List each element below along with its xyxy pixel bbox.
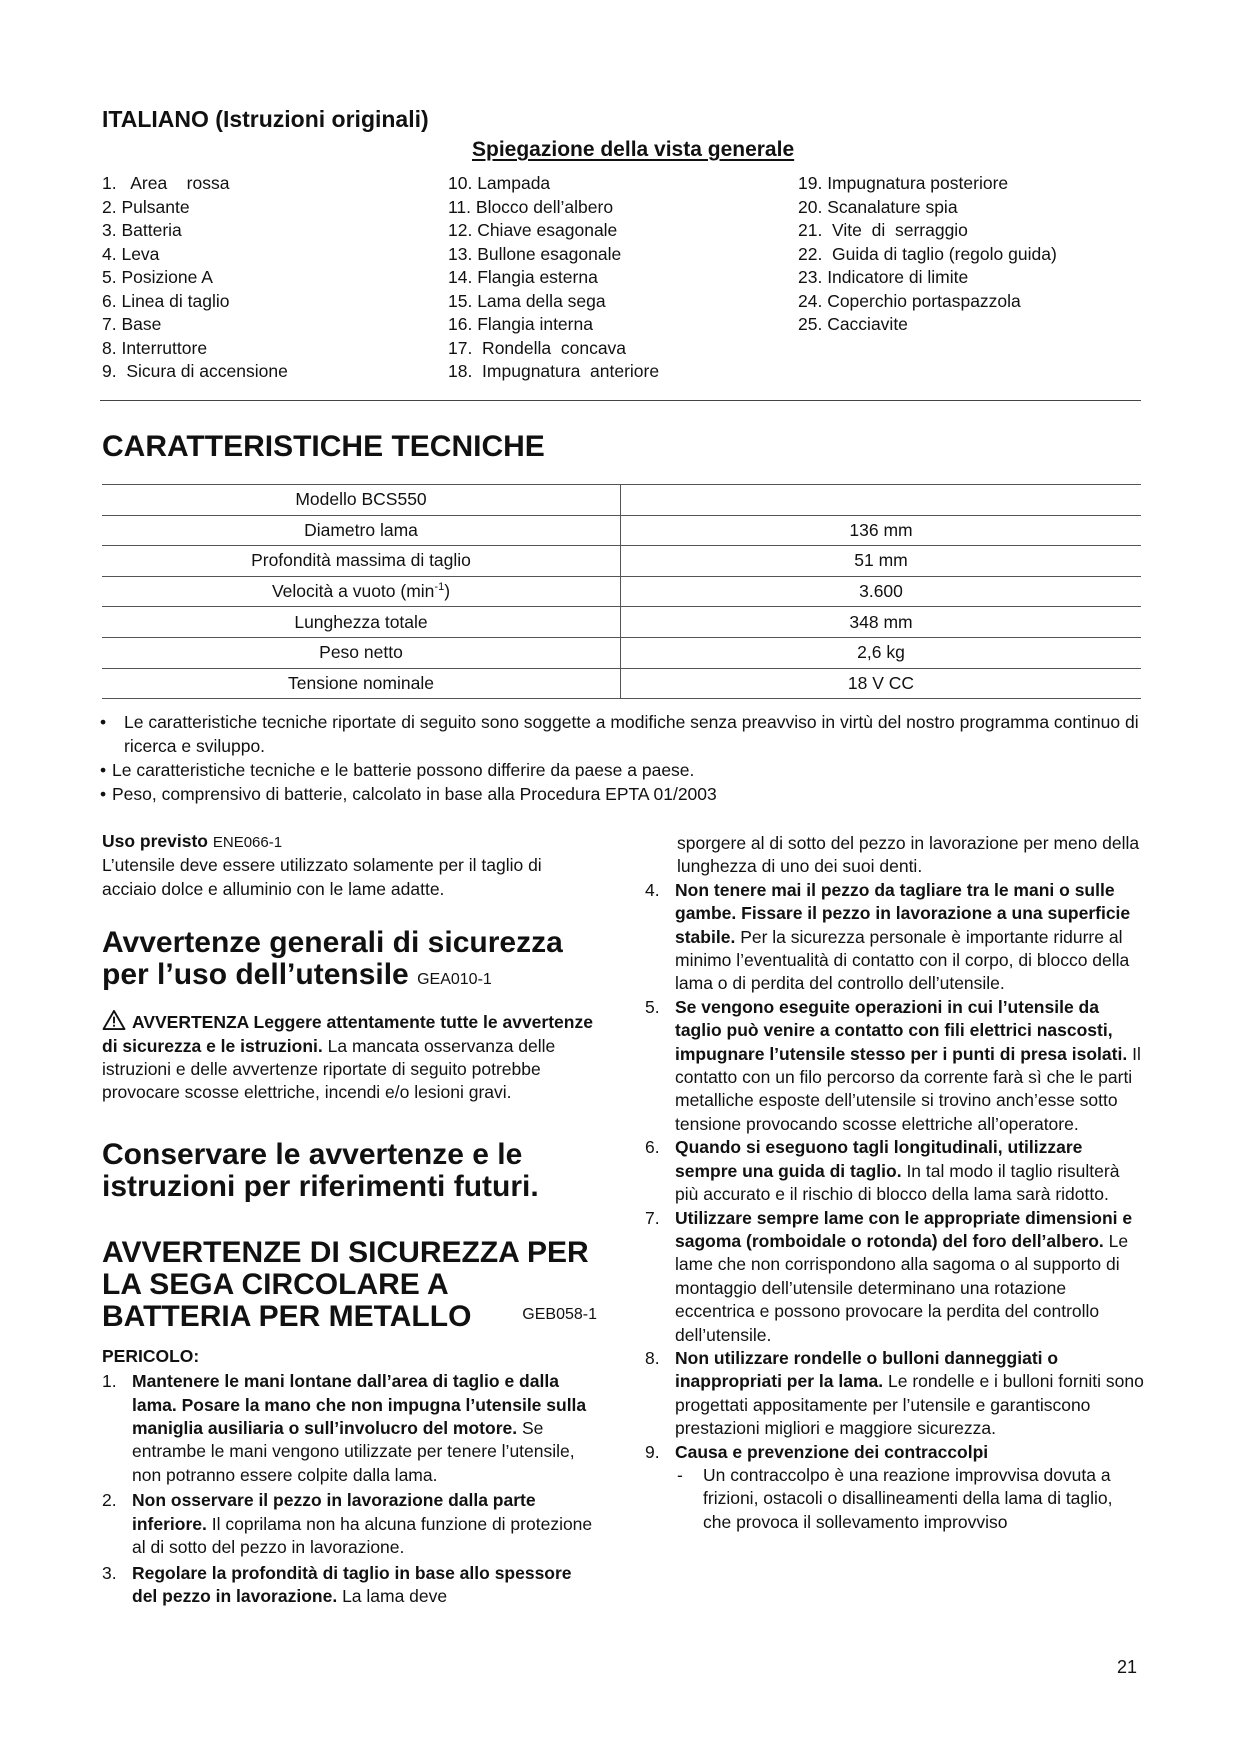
- legend-item: 9. Sicura di accensione: [102, 361, 288, 381]
- spec-value: 348 mm: [621, 607, 1142, 638]
- specs-table: [102, 484, 1141, 699]
- item-bold: Se vengono eseguite operazioni in cui l’utensile da taglio può venire a contatto con fili elettrici nascosti, impugnare l’utensile stesso per i punti di presa isolati.: [675, 996, 1128, 1064]
- saw-safety-title: AVVERTENZE DI SICUREZZA PER LA SEGA CIRCOLARE A BATTERIA PER METALLO: [102, 1235, 589, 1333]
- item-bold: Quando si eseguono tagli longitudinali, utilizzare sempre una guida di taglio.: [675, 1137, 1083, 1181]
- legend-item: 18. Impugnatura anteriore: [448, 361, 660, 381]
- spec-label: [102, 576, 621, 607]
- spec-label-text: Velocità a vuoto (min: [271, 581, 435, 602]
- legend-item: 8. Interruttore: [102, 337, 208, 358]
- saw-safety-heading: [102, 1237, 597, 1333]
- list-item: [645, 879, 1145, 996]
- table-row: [102, 607, 1141, 638]
- legend-item: 23. Indicatore di limite: [798, 267, 969, 287]
- legend-column-3: [798, 172, 1057, 337]
- item-text: Se entrambe le mani vengono utilizzate per tenere l’utensile, non potranno essere colpite dalla lama.: [132, 1418, 575, 1485]
- item-text: La lama deve: [342, 1585, 448, 1606]
- list-item: [102, 1370, 597, 1487]
- spec-label: Profondità massima di taglio: [102, 546, 621, 577]
- section-divider: [100, 400, 1141, 401]
- legend-item: 22. Guida di taglio (regolo guida): [798, 243, 1057, 264]
- doc-code: ENE066-1: [212, 834, 283, 851]
- spec-label: Peso netto: [102, 637, 621, 668]
- list-item: [100, 782, 1140, 806]
- sub-item-text: Un contraccolpo è una reazione improvvisa dovuta a frizioni, ostacoli o disallineamenti della lama di taglio, che provoca il sollevamento improvviso: [703, 1464, 1113, 1532]
- table-row: [102, 546, 1141, 577]
- bullet: •: [100, 760, 107, 780]
- item-bold: Causa e prevenzione dei contraccolpi: [675, 1441, 989, 1462]
- legend-item: 3. Batteria: [102, 220, 182, 240]
- spec-label: Modello BCS550: [102, 485, 621, 516]
- item-number: 7.: [645, 1207, 660, 1228]
- table-row: [102, 637, 1141, 668]
- item-number: 1.: [102, 1371, 117, 1392]
- page-number: 21: [1117, 1657, 1138, 1677]
- note-text: Le caratteristiche tecniche e le batterie possono differire da paese a paese.: [112, 760, 695, 780]
- legend-column-2: [448, 172, 659, 384]
- spec-value: 136 mm: [621, 515, 1142, 546]
- spec-value: 51 mm: [621, 546, 1142, 577]
- list-item: [102, 1562, 597, 1609]
- legend-item: 14. Flangia esterna: [448, 267, 598, 287]
- table-row: [102, 668, 1141, 699]
- item-number: 2.: [102, 1490, 117, 1511]
- legend-item: 7. Base: [102, 314, 162, 334]
- warning-text: La mancata osservanza delle istruzioni e delle avvertenze riportate di seguito potrebbe provocare scosse elettriche, incendi e/o lesioni gravi.: [102, 1035, 556, 1103]
- legend-item: 2. Pulsante: [102, 196, 190, 217]
- legend-item: 25. Cacciavite: [798, 314, 908, 334]
- spec-label: Lunghezza totale: [102, 607, 621, 638]
- item-text: In tal modo il taglio risulterà più accurato e il rischio di blocco della lama sarà ridotto.: [675, 1160, 1120, 1205]
- legend-item: 4. Leva: [102, 243, 160, 264]
- item-text: Le rondelle e i bulloni forniti sono progettati appositamente per l’utensile e garantiscono prestazioni migliori e maggiore sicurezza.: [675, 1371, 1144, 1439]
- legend-item: 17. Rondella concava: [448, 337, 627, 358]
- legend-item: 24. Coperchio portaspazzola: [798, 290, 1021, 311]
- item-number: 9.: [645, 1441, 660, 1462]
- list-item: [645, 1207, 1145, 1347]
- note-text: Le caratteristiche tecniche riportate di seguito sono soggette a modifiche senza preavviso in virtù del nostro programma continuo di ricerca e sviluppo.: [124, 712, 1139, 756]
- left-column: [102, 830, 597, 1608]
- spec-value: 3.600: [621, 576, 1142, 607]
- legend-item: 10. Lampada: [448, 173, 551, 193]
- spec-value: [621, 485, 1142, 516]
- legend-item: 21. Vite di serraggio: [798, 220, 968, 240]
- legend-item: 15. Lama della sega: [448, 290, 606, 311]
- doc-code: GEB058-1: [522, 1305, 597, 1323]
- general-safety-heading: [102, 927, 597, 996]
- general-safety-title: Avvertenze generali di sicurezza per l’uso dell’utensile: [102, 926, 563, 992]
- list-item: [645, 1136, 1145, 1206]
- spec-value: 2,6 kg: [621, 637, 1142, 668]
- spec-value: 18 V CC: [621, 668, 1142, 699]
- item-bold: Mantenere le mani lontane dall’area di taglio e dalla lama. Posare la mano che non impugna l’utensile sulla maniglia ausiliaria o sull’involucro del motore.: [132, 1371, 587, 1439]
- item-text: Le lame che non corrispondono alla sagoma o al supporto di montaggio dell’utensile determinano una rotazione eccentrica e possono provocare la perdita del controllo dell’utensile.: [675, 1230, 1129, 1345]
- spec-label: Diametro lama: [102, 515, 621, 546]
- legend-item: 20. Scanalature spia: [798, 196, 958, 217]
- table-row: [102, 515, 1141, 546]
- language-title: ITALIANO (Istruzioni originali): [102, 106, 429, 132]
- item-bold: Non utilizzare rondelle o bulloni danneggiati o inappropriati per la lama.: [675, 1347, 1059, 1392]
- intended-use-text: L’utensile deve essere utilizzato solamente per il taglio di acciaio dolce e alluminio con le lame adatte.: [102, 855, 542, 899]
- legend-item: 13. Bullone esagonale: [448, 243, 622, 264]
- legend-title: Spiegazione della vista generale: [472, 138, 795, 161]
- item-bold: Non tenere mai il pezzo da tagliare tra le mani o sulle gambe. Fissare il pezzo in lavorazione a una superficie stabile.: [675, 879, 1131, 947]
- legend-item: 1. Area rossa: [102, 173, 230, 193]
- intended-use-heading: [102, 830, 597, 854]
- item-text: Il contatto con un filo percorso da corrente farà sì che le parti metalliche esposte dell’utensile si trovino anch’esse sotto tensione provocando scosse elettriche all’operatore.: [675, 1043, 1141, 1134]
- legend-item: 16. Flangia interna: [448, 314, 593, 334]
- note-text: Peso, comprensivo di batterie, calcolato in base alla Procedura EPTA 01/2003: [112, 784, 717, 804]
- item-bold: Utilizzare sempre lame con le appropriate dimensioni e sagoma (romboidale o rotonda) del foro dell’albero.: [675, 1207, 1133, 1251]
- legend-item: 11. Blocco dell’albero: [448, 196, 614, 217]
- item-number: 3.: [102, 1562, 117, 1583]
- list-item: [102, 1489, 597, 1559]
- table-row: [102, 485, 1141, 516]
- legend-item: 12. Chiave esagonale: [448, 220, 618, 240]
- item-text: Per la sicurezza personale è importante ridurre al minimo l’eventualità di contatto con il corpo, di blocco della lama o di perdita del controllo dell’utensile.: [675, 926, 1130, 994]
- list-item: [100, 710, 1140, 758]
- dash: -: [677, 1464, 683, 1485]
- bullet: •: [100, 784, 107, 804]
- list-item: [100, 758, 1140, 782]
- warning-bold-text: AVVERTENZA Leggere attentamente tutte le avvertenze di sicurezza e le istruzioni.: [102, 1012, 593, 1056]
- spec-label-tail: ): [444, 581, 451, 602]
- legend-item: 6. Linea di taglio: [102, 290, 230, 311]
- doc-code: GEA010-1: [417, 971, 492, 989]
- spec-label-superscript: -1: [434, 581, 445, 594]
- table-row: [102, 576, 1141, 607]
- sub-list-item: [677, 1464, 1145, 1534]
- list-item: [645, 996, 1145, 1136]
- warning-paragraph: [102, 1010, 597, 1105]
- item-text: Il coprilama non ha alcuna funzione di protezione al di sotto del pezzo in lavorazione.: [132, 1513, 593, 1558]
- item-number: 6.: [645, 1137, 660, 1158]
- warning-triangle-icon: [102, 1010, 126, 1030]
- list-item: [645, 1347, 1145, 1441]
- specs-title: CARATTERISTICHE TECNICHE: [102, 430, 545, 463]
- specs-notes: [100, 710, 1140, 806]
- item-number: 4.: [645, 879, 660, 900]
- item-number: 5.: [645, 996, 660, 1017]
- list-item: [645, 1441, 1145, 1464]
- legend-item: 19. Impugnatura posteriore: [798, 173, 1009, 193]
- legend-column-1: [102, 172, 288, 384]
- item-bold: Regolare la profondità di taglio in base allo spessore del pezzo in lavorazione.: [132, 1562, 572, 1606]
- danger-label: PERICOLO:: [102, 1345, 200, 1366]
- spec-label: Tensione nominale: [102, 668, 621, 699]
- bullet: •: [100, 712, 107, 732]
- item-number: 8.: [645, 1347, 660, 1368]
- continued-text: sporgere al di sotto del pezzo in lavorazione per meno della lunghezza di uno dei suoi denti.: [677, 833, 1140, 877]
- intended-use-title: Uso previsto: [102, 831, 208, 851]
- right-column: [645, 832, 1145, 1534]
- legend-item: 5. Posizione A: [102, 267, 213, 287]
- keep-instructions-title: Conservare le avvertenze e le istruzioni per riferimenti futuri.: [102, 1137, 539, 1203]
- item-bold: Non osservare il pezzo in lavorazione dalla parte inferiore.: [132, 1490, 536, 1534]
